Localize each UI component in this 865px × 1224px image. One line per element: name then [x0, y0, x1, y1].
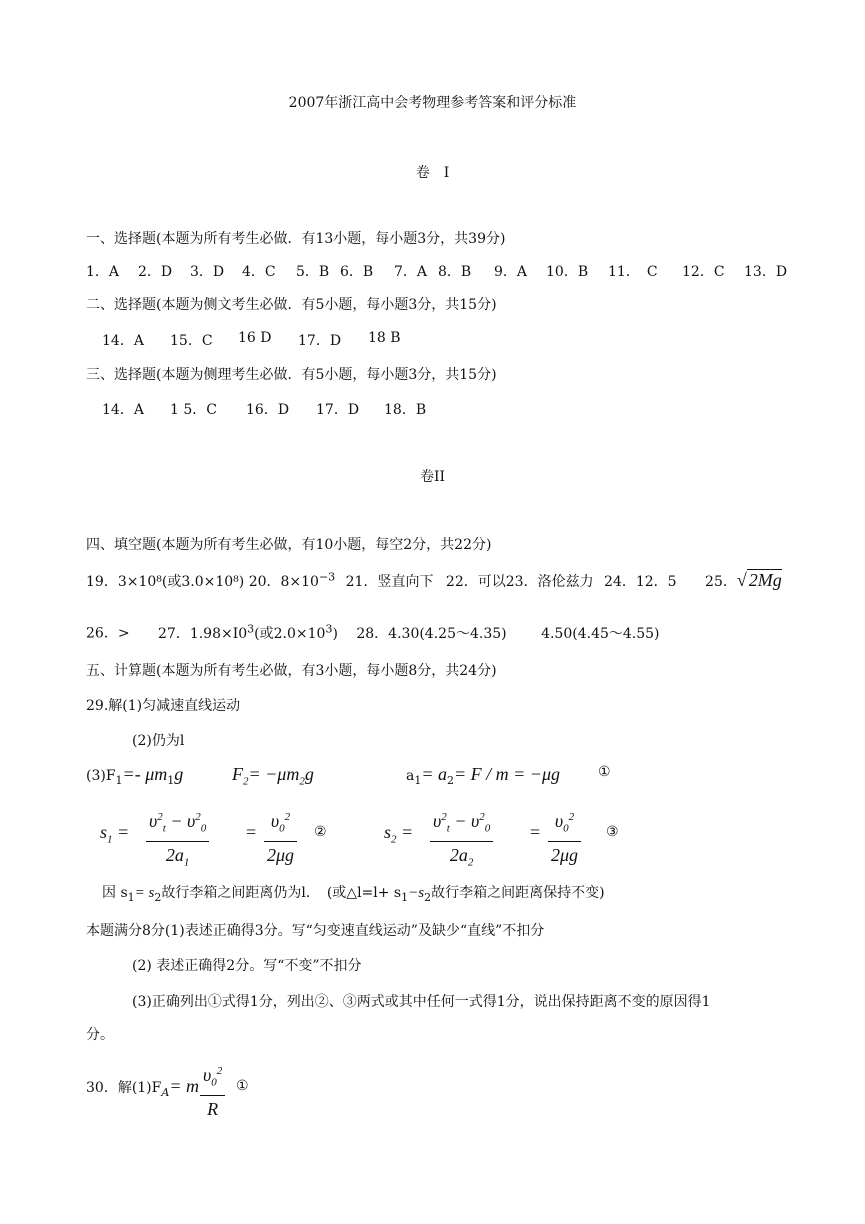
- answer-3: 3．D: [190, 264, 225, 280]
- scoring-note-3: (3)正确列出①式得1分，列出②、③两式或其中任何一式得1分，说出保持距离不变的原因得1: [132, 994, 711, 1010]
- section-2-header: 二、选择题(本题为侧文考生必做．有5小题，每小题3分，共15分): [86, 297, 497, 313]
- answer-14: 14．A: [102, 402, 144, 418]
- fill-19: 19．3×10⁸(或3.0×10⁸): [86, 574, 245, 590]
- equation-marker-1: ①: [598, 764, 611, 780]
- answer-16: 16 D: [238, 330, 272, 346]
- fill-27: 27．$1.98\times I0^3$(或$2.0\times 10^3$): [158, 622, 338, 642]
- answer-6: 6．B: [340, 264, 374, 280]
- answer-15: 1 5．C: [170, 402, 217, 418]
- answer-18: 18．B: [384, 402, 427, 418]
- q29-conclusion: 因 $s_1= s_2$故行李箱之间距离仍为l． (或△l=l+ $s_1-s_2$故行李箱之间距离保持不变): [102, 885, 605, 904]
- fill-24: 24．12．5: [604, 574, 677, 590]
- answer-2: 2．D: [138, 264, 173, 280]
- q29-part1: 29.解(1)匀减速直线运动: [86, 698, 241, 714]
- q29-part2: (2)仍为l: [132, 733, 185, 749]
- volume-2-heading: 卷II: [419, 469, 446, 485]
- answer-17: 17．D: [298, 333, 342, 349]
- s2-fraction-2: $\frac{\upsilon_0^2}{2\mu g}$: [548, 806, 581, 867]
- answer-11: 11． C: [608, 264, 658, 280]
- fill-28a: 28．4.30(4.25～4.35): [356, 625, 507, 642]
- s1-label: $s_1$ =: [100, 822, 130, 846]
- section-4-header: 四、填空题(本题为所有考生必做，有10小题，每空2分，共22分): [86, 537, 492, 553]
- q30-label: 30．解$(1)F_A= m$: [86, 1076, 199, 1099]
- fill-in-line-2: [86, 622, 660, 643]
- s1-fraction-2: $\frac{\upsilon_0^2}{2\mu g}$: [264, 806, 297, 867]
- answer-8: 8．B: [438, 264, 472, 280]
- q30-fraction: $\frac{\upsilon_0^2}{R}$: [200, 1060, 225, 1121]
- s1-fraction-1: $\frac{\upsilon^2_t - \upsilon^2_0}{2a_1}$: [146, 806, 209, 874]
- answer-12: 12．C: [682, 264, 725, 280]
- fill-26: 26．>: [86, 625, 130, 642]
- volume-1-heading: 卷 I: [415, 165, 450, 181]
- f2-equation: $F_2= -\mu m_2g$: [232, 764, 314, 788]
- fill-23: 23．洛伦兹力: [505, 574, 594, 590]
- sqrt-expression: √ 2Mg: [736, 570, 782, 590]
- answer-7: 7．A: [394, 264, 428, 280]
- scoring-note-1: 本题满分8分(1)表述正确得3分。写“匀变速直线运动”及缺少“直线”不扣分: [86, 923, 545, 939]
- answer-10: 10．B: [546, 264, 589, 280]
- s2-label: $s_2$ =: [384, 822, 414, 846]
- scoring-note-3-cont: 分。: [86, 1027, 114, 1043]
- answer-4: 4．C: [242, 264, 276, 280]
- equals-sign: =: [246, 822, 257, 842]
- answer-17: 17．D: [316, 402, 360, 418]
- answer-18: 18 B: [368, 330, 401, 346]
- fill-28b: 4.50(4.45～4.55): [541, 625, 660, 642]
- equation-marker-2: ②: [314, 824, 327, 840]
- document-title: 2007年浙江高中会考物理参考答案和评分标准: [288, 95, 577, 111]
- equation-marker-3: ③: [606, 824, 619, 840]
- answer-5: 5．B: [296, 264, 330, 280]
- answer-14: 14．A: [102, 333, 144, 349]
- equals-sign: =: [530, 822, 541, 842]
- fill-20: 20．$8\times 10^{-3}$: [248, 570, 336, 590]
- acceleration-equation: $a_1= a_2= F / m = -\mu g$: [406, 764, 560, 787]
- section-1-header: 一、选择题(本题为所有考生必做．有13小题，每小题3分，共39分): [86, 231, 506, 247]
- q29-part3-equation-row: [86, 764, 611, 788]
- answer-1: 1．A: [86, 264, 120, 280]
- answer-9: 9．A: [494, 264, 528, 280]
- section-3-header: 三、选择题(本题为侧理考生必做．有5小题，每小题3分，共15分): [86, 367, 497, 383]
- fill-25: 25．√ 2Mg: [705, 570, 782, 590]
- answer-15: 15．C: [170, 333, 213, 349]
- s2-fraction-1: $\frac{\upsilon^2_t - \upsilon^2_0}{2a_2}$: [430, 806, 493, 874]
- fill-in-line-1: [86, 570, 782, 591]
- f1-equation: $(3)F_1=-$ $\mu m_1g$: [86, 764, 184, 787]
- fill-22: 22．可以: [445, 574, 506, 590]
- scoring-note-2: (2) 表述正确得2分。写“不变”不扣分: [132, 958, 362, 974]
- answer-16: 16．D: [246, 402, 290, 418]
- fill-21: 21．竖直向下: [345, 574, 434, 590]
- section-5-header: 五、计算题(本题为所有考生必做，有3小题，每小题8分，共24分): [86, 663, 497, 679]
- equation-marker-q30: ①: [236, 1078, 249, 1094]
- answer-13: 13．D: [744, 264, 788, 280]
